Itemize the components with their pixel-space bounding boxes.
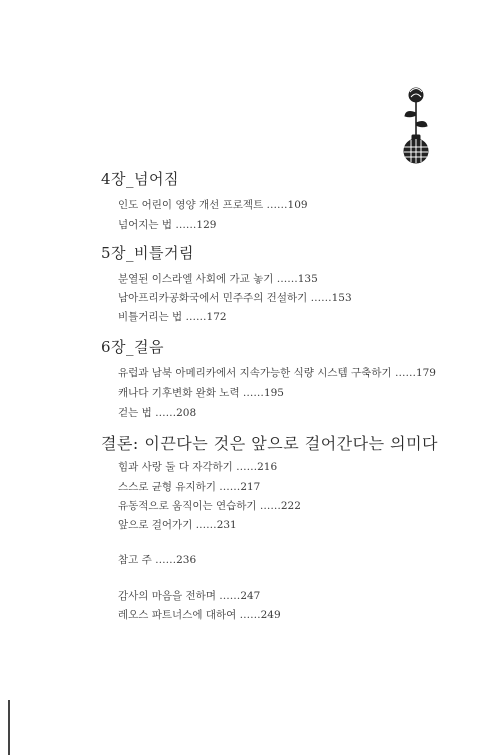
page-edge-line	[8, 700, 10, 755]
toc-entry	[118, 365, 436, 380]
toc-entry-text: 인도 어린이 영양 개선 프로젝트 ……	[118, 199, 288, 211]
toc-entry-page: 195	[263, 387, 284, 399]
toc-entry-text: 넘어지는 법 ……	[118, 219, 197, 231]
toc-entry	[118, 271, 318, 286]
toc-entry-page: 222	[280, 500, 301, 512]
toc-entry-text: 스스로 균형 유지하기 ……	[118, 481, 241, 493]
toc-entry	[118, 459, 277, 474]
toc-entry-page: 247	[240, 590, 261, 602]
toc-entry-page: 236	[176, 554, 197, 566]
toc-entry-text: 남아프리카공화국에서 민주주의 건설하기 ……	[118, 292, 332, 304]
toc-entry-page: 179	[415, 367, 436, 379]
toc-entry	[118, 309, 227, 324]
toc-entry-page: 135	[297, 273, 318, 285]
toc-entry-text: 앞으로 걸어가기 ……	[118, 519, 217, 531]
toc-entry-text: 캐나다 기후변화 완화 노력 ……	[118, 387, 264, 399]
toc-entry	[118, 385, 284, 400]
toc-entry-text: 비틀거리는 법 ……	[118, 311, 207, 323]
toc-entry-text: 걷는 법 ……	[118, 407, 177, 419]
toc-entry	[118, 517, 237, 532]
chapter-title: 결론: 이끈다는 것은 앞으로 걸어간다는 의미다	[101, 434, 438, 453]
toc-entry-page: 153	[331, 292, 352, 304]
toc-entry-text: 유동적으로 움직이는 연습하기 ……	[118, 500, 281, 512]
toc-entry	[118, 290, 352, 305]
toc-entry-page: 208	[176, 407, 197, 419]
toc-entry	[118, 552, 196, 567]
toc-entry-text: 레오스 파트너스에 대하여 ……	[118, 609, 261, 621]
toc-entry	[118, 498, 301, 513]
toc-entry-page: 249	[260, 609, 281, 621]
toc-entry-text: 참고 주 ……	[118, 554, 177, 566]
toc-entry	[118, 217, 216, 232]
toc-entry-page: 109	[287, 199, 308, 211]
toc-entry-page: 216	[257, 461, 278, 473]
toc-entry	[118, 588, 260, 603]
rose-in-grenade-icon	[396, 85, 436, 165]
chapter-title: 4장_넘어짐	[101, 170, 180, 188]
toc-entry-text: 힘과 사랑 둘 다 자각하기 ……	[118, 461, 258, 473]
toc-entry-page: 231	[216, 519, 237, 531]
toc-entry-text: 유럽과 남북 아메리카에서 지속가능한 식량 시스템 구축하기 ……	[118, 367, 416, 379]
toc-entry	[118, 405, 196, 420]
toc-entry-text: 분열된 이스라엘 사회에 가교 놓기 ……	[118, 273, 298, 285]
chapter-title: 5장_비틀거림	[101, 244, 194, 262]
toc-entry-text: 감사의 마음을 전하며 ……	[118, 590, 241, 602]
toc-entry-page: 172	[206, 311, 227, 323]
chapter-title: 6장_걸음	[101, 338, 165, 356]
toc-entry	[118, 479, 260, 494]
toc-entry-page: 217	[240, 481, 261, 493]
toc-entry	[118, 607, 281, 622]
toc-entry	[118, 197, 308, 212]
toc-entry-page: 129	[196, 219, 217, 231]
